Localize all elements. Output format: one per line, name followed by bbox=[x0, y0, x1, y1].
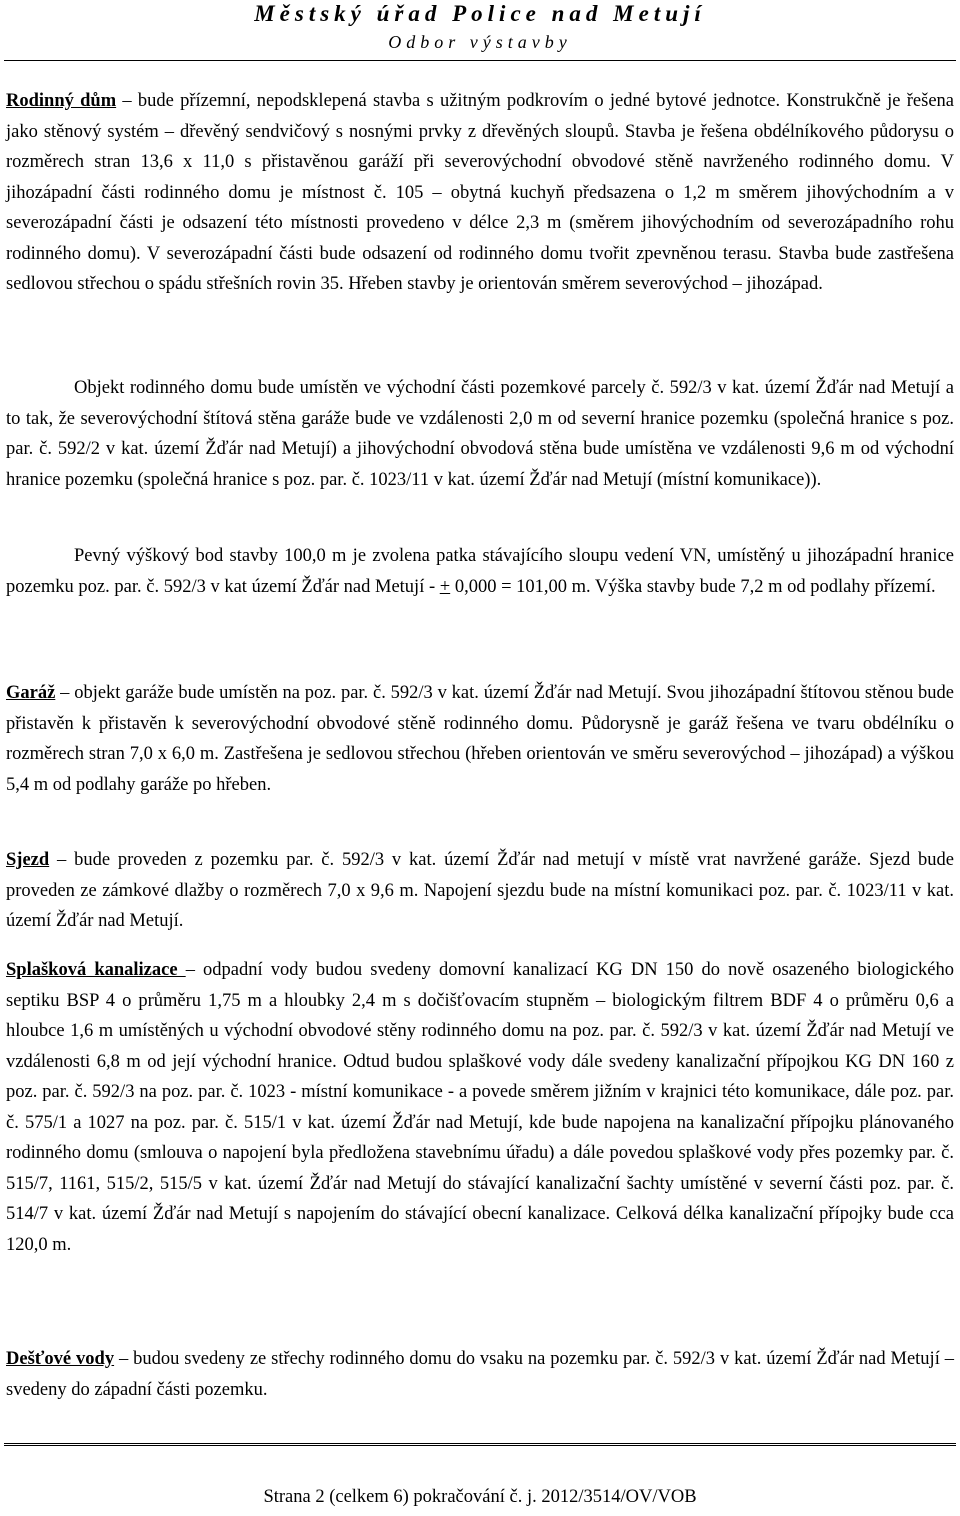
paragraph-rodinny-dum bbox=[6, 86, 954, 300]
term-destove-vody: Dešťové vody bbox=[6, 1349, 115, 1369]
term-sjezd: Sjezd bbox=[6, 850, 50, 870]
plus-minus-sign: + bbox=[439, 576, 451, 597]
term-rodinny-dum: Rodinný dům bbox=[6, 91, 117, 111]
text-vyskovy-bod-b: 0,000 = 101,00 m. Výška stavby bude 7,2 m od podlahy přízemí. bbox=[450, 576, 936, 597]
text-vyskovy-bod-a: Pevný výškový bod stavby 100,0 m je zvolena patka stávajícího sloupu vedení VN, umístěný u jihozápadní hranice pozemku poz. par. č. 592/3 v kat území Žďár nad Metují - bbox=[6, 546, 954, 597]
page-footer: Strana 2 (celkem 6) pokračování č. j. 2012/3514/OV/VOB bbox=[263, 1487, 697, 1507]
text-splaskova-kanalizace: – odpadní vody budou svedeny domovní kanalizací KG DN 150 do nově osazeného biologického septiku BSP 4 o průměru 1,75 m a hloubky 2,4 m s dočišťovacím stupněm – biologickým filtrem BDF 4 o průměru 0,6 a hloubce 1,6 m umístěných u východní obvodové stěny rodinného domu na poz. par. č. 592/3 v kat. území Žďár nad Metují ve vzdálenosti 6,8 m od její východní hranice. Odtud budou splaškové vody dále svedeny kanalizační přípojkou KG DN 160 z poz. par. č. 592/3 na poz. par. č. 1023 - místní komunikace - a povede směrem jižním v krajnici této komunikace, dále poz. par. č. 575/1 a 1027 na poz. par. č. 515/1 v kat. území Žďár nad Metují, kde bude napojena na kanalizační přípojku plánovaného rodinného domu (smlouva o napojení byla předložena stavebnímu úřadu) a dále povedou splaškové vody přes pozemky par. č. 515/7, 1161, 515/2, 515/5 v kat. území Žďár nad Metují do stávající kanalizační šachty umístěné v severní části poz. par. č. 514/7 v kat. území Žďár nad Metují s napojením do stávající obecní kanalizace. Celková délka kanalizační přípojky bude cca 120,0 m. bbox=[6, 960, 954, 1255]
text-sjezd: – bude proveden z pozemku par. č. 592/3 v kat. území Žďár nad metují v místě vrat navržené garáže. Sjezd bude proveden ze zámkové dlažby o rozměrech 7,0 x 9,6 m. Napojení sjezdu bude na místní komunikaci poz. par. č. 1023/11 v kat. území Žďár nad Metují. bbox=[6, 850, 954, 931]
paragraph-umisteni bbox=[6, 373, 954, 495]
paragraph-garaz bbox=[6, 678, 954, 800]
paragraph-sjezd bbox=[6, 845, 954, 937]
text-destove-vody: – budou svedeny ze střechy rodinného domu do vsaku na pozemku par. č. 592/3 v kat. území Žďár nad Metují – svedeny do západní části pozemku. bbox=[6, 1349, 954, 1400]
paragraph-destove-vody bbox=[6, 1344, 954, 1405]
term-garaz: Garáž bbox=[6, 683, 56, 703]
footer-rule bbox=[4, 1443, 956, 1446]
department-subtitle: Odbor výstavby bbox=[388, 32, 572, 52]
text-umisteni: Objekt rodinného domu bude umístěn ve východní části pozemkové parcely č. 592/3 v kat. území Žďár nad Metují a to tak, že severovýchodní štítová stěna garáže bude ve vzdálenosti 2,0 m od severní hranice pozemku (společná hranice s poz. par. č. 592/2 v kat. území Žďár nad Metují) a jihovýchodní obvodová stěna bude umístěna ve vzdálenosti 9,6 m od východní hranice pozemku (společná hranice s poz. par. č. 1023/11 v kat. území Žďár nad Metují (místní komunikace)). bbox=[6, 378, 954, 490]
paragraph-splaskova-kanalizace bbox=[6, 955, 954, 1260]
header-rule bbox=[4, 60, 956, 61]
paragraph-vyskovy-bod bbox=[6, 541, 954, 602]
office-title: Městský úřad Police nad Metují bbox=[254, 1, 706, 26]
text-rodinny-dum: – bude přízemní, nepodsklepená stavba s užitným podkrovím o jedné bytové jednotce. Konstrukčně je řešena jako stěnový systém – dřevěný sendvičový s nosnými prvky z dřevěných sloupů. Stavba je řešena obdélníkového půdorysu o rozměrech stran 13,6 x 11,0 s přistavěnou garáží při severovýchodní obvodové stěně navrženého rodinného domu. V jihozápadní části rodinného domu je místnost č. 105 – obytná kuchyň předsazena o 1,2 m směrem jihovýchodním a v severozápadní části je odsazení této místnosti provedeno v délce 2,3 m (směrem jihovýchodním od severozápadního rohu rodinného domu). V severozápadní části bude odsazení od rodinného domu tvořit zpevněnou terasu. Stavba bude zastřešena sedlovou střechou o spádu střešních rovin 35. Hřeben stavby je orientován směrem severovýchod – jihozápad. bbox=[6, 91, 954, 294]
text-garaz: – objekt garáže bude umístěn na poz. par. č. 592/3 v kat. území Žďár nad Metují. Svou jihozápadní štítovou stěnou bude přistavěn k přistavěn k severovýchodní obvodové stěně rodinného domu. Půdorysně je garáž řešena ve tvaru obdélníku o rozměrech stran 7,0 x 6,0 m. Zastřešena je sedlovou střechou (hřeben orientován ve směru severovýchod – jihozápad) a výškou 5,4 m od podlahy garáže po hřeben. bbox=[6, 683, 954, 795]
term-splaskova-kanalizace: Splašková kanalizace bbox=[6, 960, 186, 980]
